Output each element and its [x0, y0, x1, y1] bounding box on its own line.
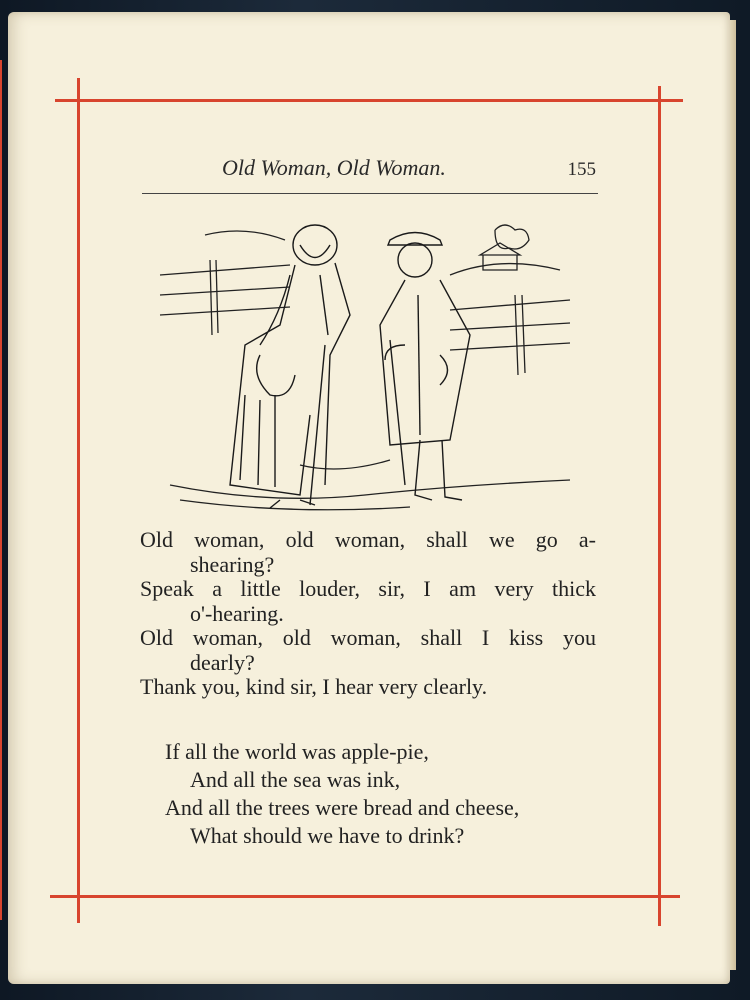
- rhyme-line: And all the trees were bread and cheese,: [165, 795, 520, 820]
- frame-rule-top: [55, 99, 683, 102]
- page-number: 155: [567, 159, 596, 180]
- frame-rule-right: [658, 86, 661, 926]
- verse-apple-pie: [165, 738, 605, 850]
- left-page-rule: [0, 60, 2, 920]
- page-header: [142, 155, 598, 195]
- verse-old-woman: [140, 528, 596, 700]
- header-rule: [142, 193, 598, 194]
- rhyme-line: What should we have to drink?: [190, 823, 465, 848]
- frame-rule-bottom: [50, 895, 680, 898]
- rhyme-line: And all the sea was ink,: [190, 767, 401, 792]
- verse-line: Old woman, old woman, shall we go a-: [140, 527, 596, 552]
- verse-line: shearing?: [190, 551, 275, 577]
- verse-line: Old woman, old woman, shall I kiss you: [140, 625, 596, 650]
- running-title: Old Woman, Old Woman.: [222, 155, 446, 180]
- verse-line: dearly?: [190, 649, 255, 675]
- old-woman-and-man-illustration: [150, 215, 580, 520]
- verse-line: Speak a little louder, sir, I am very thick: [140, 576, 596, 601]
- rhyme-line: If all the world was apple-pie,: [165, 739, 429, 764]
- verse-line: Thank you, kind sir, I hear very clearly.: [140, 674, 488, 699]
- frame-rule-left: [77, 78, 80, 923]
- verse-line: o'-hearing.: [190, 600, 284, 626]
